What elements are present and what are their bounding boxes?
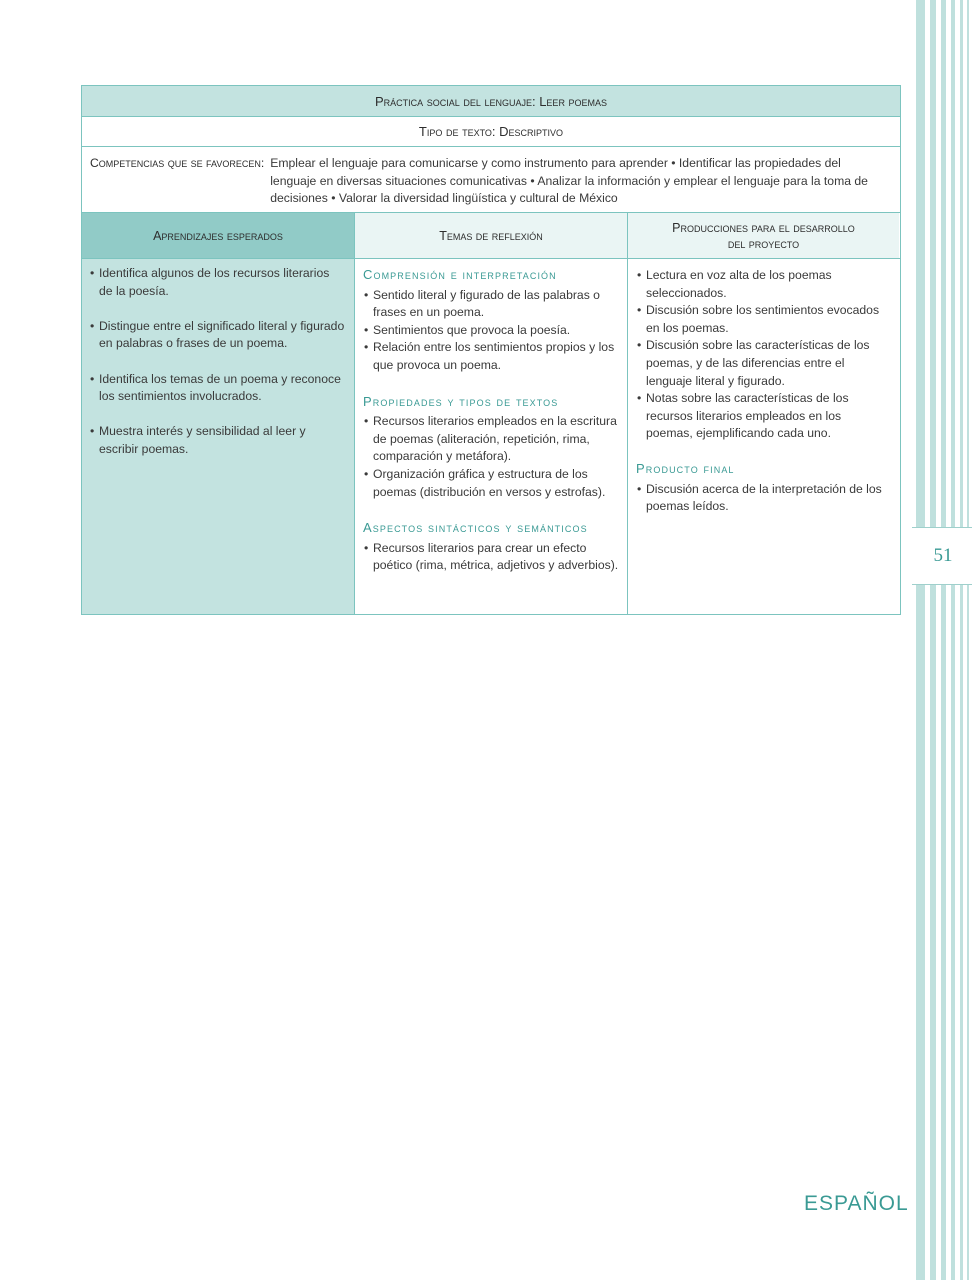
- list-item: • Lectura en voz alta de los poemas seleccionados.: [636, 267, 891, 302]
- competencias-text: Emplear el lenguaje para comunicarse y como instrumento para aprender • Identificar las propiedades del lenguaje en diversas situaciones comunicativas • Analizar la información y emplear el lenguaje para la toma de decisiones • Valorar la diversidad lingüística y cultural de México: [270, 156, 868, 206]
- producciones-list: [636, 267, 891, 443]
- subject-label: ESPAÑOL: [804, 1192, 909, 1215]
- temas-cell: [355, 259, 628, 614]
- page-number: 51: [933, 545, 953, 566]
- list-item: • Sentido literal y figurado de las palabras o frases en un poema.: [363, 287, 619, 322]
- list-item: • Notas sobre las características de los recursos literarios empleados en los poemas, ejemplificando cada uno.: [636, 390, 891, 443]
- section-heading: Aspectos sintácticos y semánticos: [363, 520, 588, 536]
- header-aprendizajes: Aprendizajes esperados: [82, 213, 355, 258]
- decorative-side-stripes: [912, 0, 972, 1280]
- list-item: • Sentimientos que provoca la poesía.: [363, 322, 619, 340]
- temas-list: [363, 413, 619, 501]
- temas-section-propiedades: [363, 393, 619, 502]
- header-temas: Temas de reflexión: [355, 213, 628, 258]
- header-producciones: [628, 213, 899, 258]
- section-heading: Comprensión e interpretación: [363, 267, 557, 282]
- table-title: Práctica social del lenguaje: Leer poemas: [82, 86, 900, 117]
- temas-list: [363, 540, 619, 575]
- competencias-label: Competencias que se favorecen:: [90, 156, 265, 170]
- list-item: • Recursos literarios para crear un efecto poético (rima, métrica, adjetivos y adverbios).: [363, 540, 619, 575]
- list-item: • Distingue entre el significado literal y figurado en palabras o frases de un poema.: [89, 318, 346, 353]
- list-item: • Identifica los temas de un poema y reconoce los sentimientos involucrados.: [89, 371, 346, 406]
- temas-section-comprension: [363, 266, 619, 375]
- table-body: [82, 259, 900, 614]
- header-producciones-line1: Producciones para el desarrollo: [672, 220, 855, 235]
- text-type: Tipo de texto: Descriptivo: [82, 117, 900, 147]
- list-item: • Organización gráfica y estructura de los poemas (distribución en versos y estrofas).: [363, 466, 619, 501]
- producto-final-list: [636, 481, 891, 516]
- curriculum-table: [81, 85, 901, 615]
- section-heading: Propiedades y tipos de textos: [363, 393, 559, 409]
- producto-final-heading: Producto final: [636, 460, 735, 476]
- aprendizajes-cell: [82, 259, 355, 614]
- list-item: • Recursos literarios empleados en la escritura de poemas (aliteración, repetición, rima, comparación y metáfora).: [363, 413, 619, 466]
- list-item: • Discusión sobre las características de los poemas, y de las diferencias entre el lenguaje literal y figurado.: [636, 337, 891, 390]
- temas-list: [363, 287, 619, 375]
- list-item: • Discusión acerca de la interpretación de los poemas leídos.: [636, 481, 891, 516]
- page-number-box: [912, 527, 972, 585]
- aprendizajes-list: [89, 265, 346, 459]
- list-item: • Muestra interés y sensibilidad al leer y escribir poemas.: [89, 423, 346, 458]
- temas-section-aspectos: [363, 519, 619, 575]
- competencias-row: [82, 147, 900, 213]
- list-item: • Identifica algunos de los recursos literarios de la poesía.: [89, 265, 346, 300]
- header-producciones-line2: del proyecto: [727, 236, 800, 251]
- column-headers: [82, 213, 900, 259]
- list-item: • Relación entre los sentimientos propios y los que provoca un poema.: [363, 339, 619, 374]
- producciones-cell: [628, 259, 899, 614]
- list-item: • Discusión sobre los sentimientos evocados en los poemas.: [636, 302, 891, 337]
